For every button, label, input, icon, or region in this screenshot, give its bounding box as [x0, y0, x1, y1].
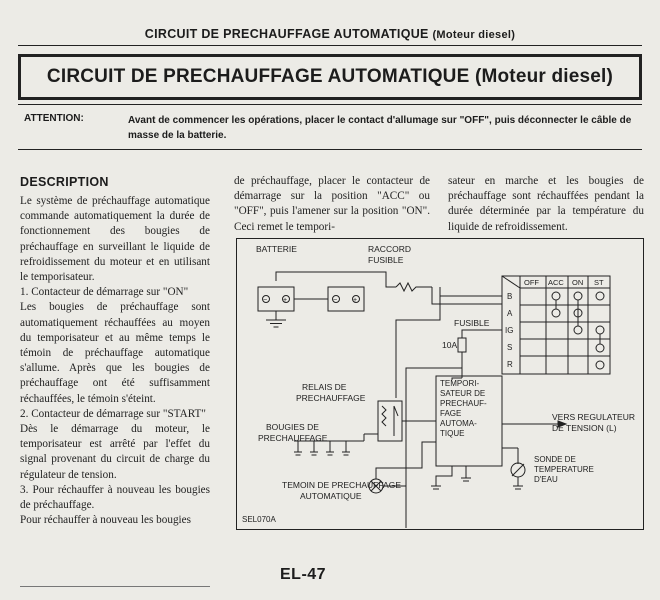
item-1-title: 1. Contacteur de démarrage sur "ON"	[20, 286, 189, 299]
page-number: EL-47	[280, 566, 327, 583]
switch-header-acc: ACC	[548, 278, 564, 287]
fuse-rating: 10A	[442, 340, 458, 350]
sensor-label-3: D'EAU	[534, 475, 558, 484]
switch-header-on: ON	[572, 278, 584, 287]
item-2-title: 2. Contacteur de démarrage sur "START"	[20, 407, 206, 420]
item-2-text: Dès le démarrage du moteur, le temporisateur est arrêté par l'effet du signal provenant du circuit de charge du régulateur de tension.	[20, 423, 210, 481]
running-subtitle: (Moteur diesel)	[432, 29, 516, 41]
relay-label-1: RELAIS DE	[302, 382, 347, 392]
glow-relay	[378, 401, 402, 441]
fuse	[458, 338, 466, 352]
regulator-label-1: VERS REGULATEUR	[552, 412, 635, 422]
switch-row-s: S	[507, 343, 513, 352]
item-1-text: Les bougies de préchauffage sont automatiquement réchauffées au moyen du temporisateur et au même temps le témoin de préchauffage automatique s'allume. Après que les bougies de préchauffage ont été suffisamment réchauffées, le témoin s'éteint.	[20, 301, 210, 405]
switch-header-st: ST	[594, 278, 604, 287]
description-column-3	[448, 174, 644, 235]
figure-code: SEL070A	[242, 515, 276, 524]
description-column-1	[20, 194, 210, 528]
battery-label: BATTERIE	[256, 244, 297, 254]
footer-rule	[20, 586, 210, 587]
sensor-label-1: SONDE DE	[534, 455, 576, 464]
sensor-label-2: TEMPERATURE	[534, 465, 594, 474]
glow-plugs	[294, 441, 350, 455]
attention-label: ATTENTION:	[24, 113, 84, 124]
timer-label-5: AUTOMA-	[440, 419, 477, 428]
item-3-text: Pour réchauffer à nouveau les bougies	[20, 514, 191, 527]
header-rule	[18, 45, 642, 46]
page-title: CIRCUIT DE PRECHAUFFAGE AUTOMATIQUE (Moteur diesel)	[18, 54, 642, 100]
fusible-link-label-2: FUSIBLE	[368, 255, 404, 265]
column-2-text: de préchauffage, placer le contacteur de démarrage sur la position "ACC" ou "OFF", puis l'amener sur la position "ON". Ceci remet le tempori-	[234, 175, 430, 233]
regulator-label-2: DE TENSION (L)	[552, 423, 617, 433]
column-3-text: sateur en marche et les bougies de préchauffage sont réchauffées pendant la durée déterminée par la température du liquide de refroidissement.	[448, 175, 644, 233]
timer-label-6: TIQUE	[440, 429, 465, 438]
wiring-diagram	[236, 238, 644, 530]
svg-text:−: −	[263, 297, 268, 304]
plugs-label-2: PRECHAUFFAGE	[258, 433, 328, 443]
switch-row-b: B	[507, 292, 513, 301]
lamp-label-1: TEMOIN DE PRECHAUFFAGE	[282, 480, 402, 490]
ignition-switch	[502, 276, 610, 374]
svg-text:+: +	[353, 297, 358, 304]
description-heading: DESCRIPTION	[20, 175, 109, 189]
svg-text:+: +	[283, 297, 288, 304]
plugs-label-1: BOUGIES DE	[266, 422, 319, 432]
item-3-title: 3. Pour réchauffer à nouveau les bougies de préchauffage.	[20, 483, 210, 512]
description-paragraph: Le système de préchauffage automatique commande automatiquement la durée de fonctionnement des bougies de préchauffage en surveillant le liquide de refroidissement du moteur et en utilisant le temporisateur.	[20, 195, 210, 284]
timer-label-2: SATEUR DE	[440, 389, 486, 398]
switch-row-ig: IG	[505, 326, 514, 335]
timer-label-3: PRECHAUF-	[440, 399, 487, 408]
switch-row-r: R	[507, 360, 513, 369]
description-column-2	[234, 174, 430, 235]
attention-text: Avant de commencer les opérations, placer le contact d'allumage sur "OFF", puis déconnecter le câble de masse de la batterie.	[128, 115, 632, 141]
switch-header-off: OFF	[524, 278, 539, 287]
lamp-label-2: AUTOMATIQUE	[300, 491, 362, 501]
running-header	[0, 27, 660, 41]
fusible-link-label-1: RACCORD	[368, 244, 411, 254]
attention-box	[18, 104, 642, 150]
timer-label-1: TEMPORI-	[440, 379, 480, 388]
svg-text:−: −	[333, 297, 338, 304]
running-title: CIRCUIT DE PRECHAUFFAGE AUTOMATIQUE	[144, 27, 429, 41]
timer-label-4: FAGE	[440, 409, 462, 418]
relay-label-2: PRECHAUFFAGE	[296, 393, 366, 403]
switch-row-a: A	[507, 309, 513, 318]
fuse-label: FUSIBLE	[454, 318, 490, 328]
